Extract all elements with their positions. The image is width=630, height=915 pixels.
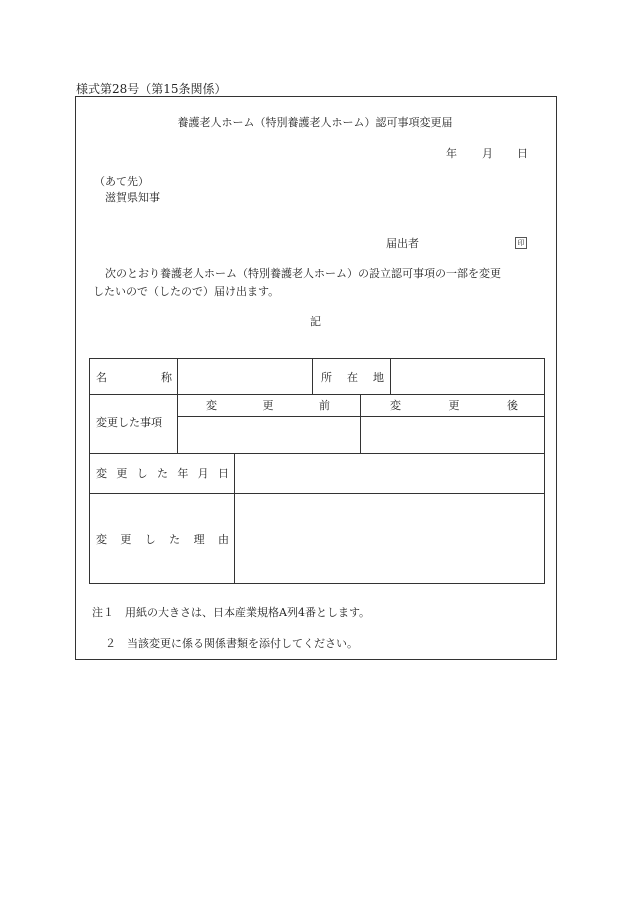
body-text-line-2: したいので（したので）届け出ます。 xyxy=(93,285,280,298)
date-year-label: 年 xyxy=(446,147,457,160)
changed-reason-input-cell[interactable] xyxy=(234,493,544,583)
name-input-cell[interactable] xyxy=(177,359,312,394)
after-change-header: 変 更 後 xyxy=(390,399,518,412)
note-1: 注１ 用紙の大きさは、日本産業規格A列4番とします。 xyxy=(92,606,371,619)
changed-reason-label: 変 更 し た 理 由 xyxy=(96,533,229,546)
body-text-line-1: 次のとおり養護老人ホーム（特別養護老人ホーム）の設立認可事項の一部を変更 xyxy=(105,267,501,280)
change-details-table xyxy=(89,358,545,584)
table-rule xyxy=(90,394,544,395)
changed-date-input-cell[interactable] xyxy=(234,453,544,493)
seal-mark: 印 xyxy=(515,237,527,249)
addressee-label: （あて先） xyxy=(94,175,149,188)
table-rule xyxy=(312,359,313,394)
date-month-label: 月 xyxy=(482,147,493,160)
location-label: 所 在 地 xyxy=(321,371,384,384)
before-change-header: 変 更 前 xyxy=(206,399,330,412)
addressee-name: 滋賀県知事 xyxy=(105,191,160,204)
after-change-input-cell[interactable] xyxy=(360,417,544,453)
notifier-label: 届出者 xyxy=(386,237,419,250)
changed-item-label: 変更した事項 xyxy=(96,416,162,429)
ki-heading: 記 xyxy=(310,315,321,328)
note-2: ２ 当該変更に係る関係書類を添付してください。 xyxy=(105,637,358,650)
location-input-cell[interactable] xyxy=(390,359,544,394)
changed-date-label: 変 更 し た 年 月 日 xyxy=(96,467,229,480)
form-number: 様式第28号（第15条関係） xyxy=(76,82,227,96)
date-day-label: 日 xyxy=(517,147,528,160)
before-change-input-cell[interactable] xyxy=(177,417,360,453)
name-label: 名 称 xyxy=(96,371,172,384)
form-title: 養護老人ホーム（特別養護老人ホーム）認可事項変更届 xyxy=(177,116,453,129)
